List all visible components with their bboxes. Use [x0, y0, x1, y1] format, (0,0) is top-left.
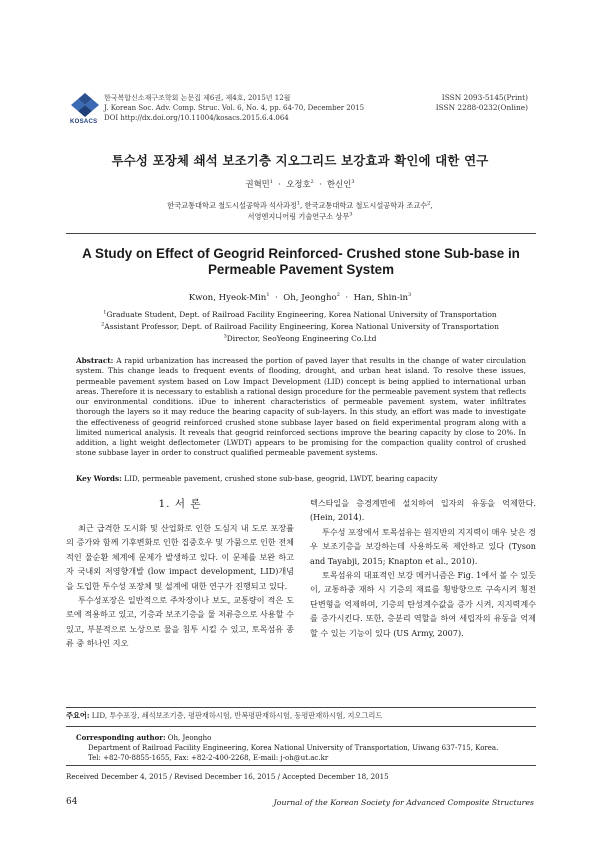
issn-online: ISSN 2288-0232(Online): [435, 103, 528, 112]
english-title: A Study on Effect of Geogrid Reinforced- Crushed stone Sub-base in Permeable Pavement System: [82, 246, 520, 277]
english-affiliation-2: $^2$Assistant Professor, Dept. of Railroad Facility Engineering, Korea National University of Transportation: [101, 321, 499, 331]
paragraph: 텍스타일을 층경계면에 설치하여 입자의 유동을 억제한다. (Hein, 2014).: [310, 498, 536, 523]
korean-keywords: 주요어: LID, 투수포장, 쇄석보조기층, 평판재하시험, 반복평판재하시험, 동평판재하시험, 지오그리드: [66, 711, 383, 720]
keywords-label: Key Words:: [76, 474, 122, 483]
keywords: [76, 474, 526, 483]
korean-authors: 권혁민$^1$ · 오정호$^2$ · 한신인$^3$: [245, 179, 355, 189]
kosacs-logo-icon: [70, 92, 100, 118]
divider: [66, 765, 536, 766]
logo-text: KOSACS: [70, 119, 98, 125]
author-1: 권혁민: [245, 179, 270, 189]
divider: [66, 707, 536, 708]
body-left-column: [66, 521, 294, 651]
author-3: 한신인: [327, 179, 352, 189]
author-2: 오정호: [286, 179, 311, 189]
english-affiliation-1: $^1$Graduate Student, Dept. of Railroad Facility Engineering, Korea National University of Transportation: [103, 309, 497, 319]
paragraph: 토목섬유의 대표적인 보강 메커니즘은 Fig. 1에서 볼 수 있듯이, 교통하중 재하 시 기층의 재료를 횡방향으로 구속시켜 횡전단변형을 억제하며, 기층의 탄성계수값을 증가 시켜, 지지력계수를 증가시킨다. 또한, 층분리 역할을 하여 세립자의 유동을 억제할 수 있는 기능이 있다 (US Army, 2007).: [310, 570, 536, 638]
english-authors: Kwon, Hyeok-Min$^1$ · Oh, Jeongho$^2$ · Han, Shin-$in^3$: [188, 292, 412, 303]
paragraph: 최근 급격한 도시화 및 산업화로 인한 도심지 내 도로 포장률의 증가와 함께 기후변화로 인한 집중호우 및 가뭄으로 인한 전체적인 물순환 체계에 문제가 발생하고 있다. 이 문제를 보완 하고자 국내외 저영향개발 (low impact development, LID)개념을 도입한 투수성 포장체 및 설계에 대한 연구가 진행되고 있다.: [66, 523, 294, 591]
body-right-column: [310, 496, 536, 640]
divider: [66, 726, 536, 727]
corr-address: Department of Railroad Facility Engineering, Korea National University of Transportation, Uiwang 637-715, Korea.: [88, 743, 499, 752]
abstract-text: A rapid urbanization has increased the portion of paved layer that results in the change of water circulation system. This change leads to frequent events of flooding, drought, and urban heat island. To resolve these issues, permeable pavement system based on Low Impact Development (LID) concept is being applied to international urban areas. Therefore it is necessary to establish a rational design procedure for the permeable pavement system that reflects our environmental conditions. iDue to inherent characteristics of permeable pavement system, water infiltrates thorough the layers so it may reduce the bearing capacity of sub-layers. In this study, an effort was made to investigate the effectiveness of geogrid reinforced crushed stone subbase layer based on field experimental program along with a limited numerical analysis. It reveals that geogrid reinforced sections improve the bearing capacity by close to 20%. In addition, a light weight deflectometer (LWDT) appears to be promising for the compaction quality control of crushed stone subbase layer in order to construct qualified permeable pavement systems.: [76, 356, 526, 458]
corr-name: Oh, Jeongho: [167, 734, 212, 742]
journal-english: J. Korean Soc. Adv. Comp. Struc. Vol. 6, No. 4, pp. 64-70, December 2015: [104, 104, 365, 112]
received-dates: Received December 4, 2015 / Revised December 16, 2015 / Accepted December 18, 2015: [66, 772, 389, 781]
abstract-label: Abstract:: [76, 356, 114, 365]
section-heading: 1. 서 론: [158, 498, 202, 510]
english-affiliation-3: $^3$Director, SeoYeong Engineering Co.Ltd: [223, 333, 377, 343]
page-number: 64: [66, 797, 78, 807]
corr-contact: Tel: +82-70-8855-1655, Fax: +82-2-400-2268, E-mail: j-oh@ut.ac.kr: [88, 753, 329, 762]
journal-footer: Journal of the Korean Society for Advanced Composite Structures: [273, 798, 534, 807]
issn-print: ISSN 2093-5145(Print): [441, 93, 528, 102]
journal-korean: 한국복합신소재구조학회 논문집 제6권, 제4호, 2015년 12월: [104, 94, 291, 102]
correspondence: [76, 733, 498, 763]
korean-affiliation-2: 서영엔지니어링 기술연구소 상무$^3$: [247, 211, 353, 221]
corr-label: Corresponding author:: [76, 733, 166, 742]
keywords-text: LID, permeable pavement, crushed stone sub-base, geogrid, LWDT, bearing capacity: [124, 474, 438, 483]
divider: [66, 233, 536, 234]
korean-affiliation-1: 한국교통대학교 철도시설공학과 석사과정$^1$, 한국교통대학교 철도시설공학과 조교수$^2$,: [167, 200, 433, 210]
abstract: [76, 356, 526, 459]
paragraph: 투수성 포장에서 토목섬유는 원지반의 지지력이 매우 낮은 경우 보조기층을 보강하는데 사용하도록 제안하고 있다 (Tyson and Tayabji, 2015; Knapton et al., 2010).: [310, 526, 536, 566]
korean-title: 투수성 포장체 쇄석 보조기층 지오그리드 보강효과 확인에 대한 연구: [111, 153, 489, 168]
doi-link[interactable]: DOI http://dx.doi.org/10.11004/kosacs.2015.6.4.064: [104, 114, 289, 122]
paragraph: 투수성포장은 일반적으로 주차장이나 보도, 교통량이 적은 도로에 적용하고 있고, 기층과 보조기층을 물 저류층으로 사용할 수 있고, 부분적으로 노상으로 물을 침투 시킬 수 있고, 토목섬유 종류 중 하나인 지오: [66, 595, 294, 649]
